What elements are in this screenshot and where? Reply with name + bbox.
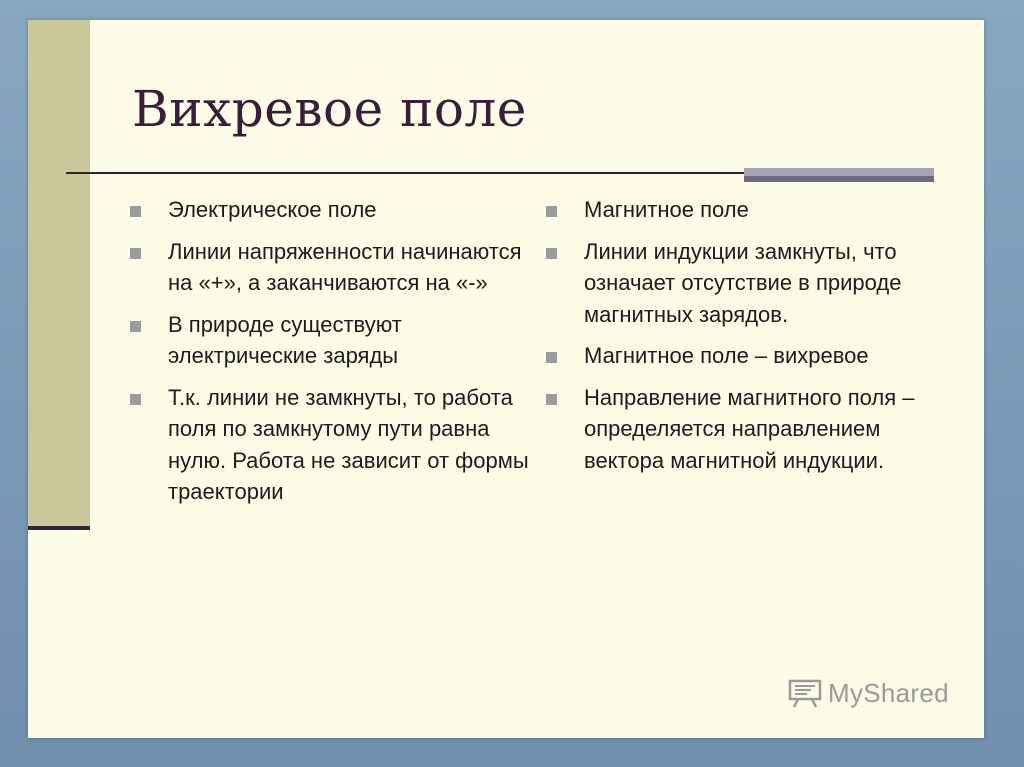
square-bullet-icon: [130, 206, 141, 217]
list-item-text: Электрическое поле: [168, 197, 377, 222]
list-item-text: Магнитное поле – вихревое: [584, 343, 869, 368]
title-divider-accent: [744, 168, 934, 176]
list-item-text: Линии индукции замкнуты, что означает отсутствие в природе магнитных зарядов.: [584, 238, 902, 327]
square-bullet-icon: [546, 394, 557, 405]
square-bullet-icon: [130, 248, 141, 259]
myshared-watermark[interactable]: [788, 676, 949, 710]
list-item: [546, 236, 946, 331]
presentation-board-icon: [788, 678, 822, 708]
list-item: [130, 382, 530, 508]
square-bullet-icon: [546, 352, 557, 363]
slide-title: Вихревое поле: [132, 80, 527, 138]
list-item-text: Т.к. линии не замкнуты, то работа поля по замкнутому пути равна нулю. Работа не зависит от формы траектории: [168, 384, 529, 504]
list-item-text: Направление магнитного поля – определяется направлением вектора магнитной индукции.: [584, 384, 915, 473]
list-item: [130, 236, 530, 299]
slide: [28, 20, 984, 738]
list-item-text: Магнитное поле: [584, 197, 749, 222]
title-divider-accent-dark: [744, 176, 934, 182]
square-bullet-icon: [546, 206, 557, 217]
side-accent-line: [28, 526, 90, 530]
square-bullet-icon: [130, 321, 141, 332]
side-accent-bar: [28, 20, 90, 528]
list-item: [130, 309, 530, 372]
list-item-text: Линии напряженности начинаются на «+», а заканчиваются на «-»: [168, 238, 522, 295]
right-column-list: [546, 194, 946, 486]
left-column-list: [130, 194, 530, 518]
list-item: [546, 382, 946, 477]
square-bullet-icon: [546, 248, 557, 259]
list-item: [546, 194, 946, 226]
watermark-text: MyShared: [828, 677, 949, 708]
list-item: [546, 340, 946, 372]
list-item-text: В природе существуют электрические заряды: [168, 311, 402, 368]
list-item: [130, 194, 530, 226]
square-bullet-icon: [130, 394, 141, 405]
